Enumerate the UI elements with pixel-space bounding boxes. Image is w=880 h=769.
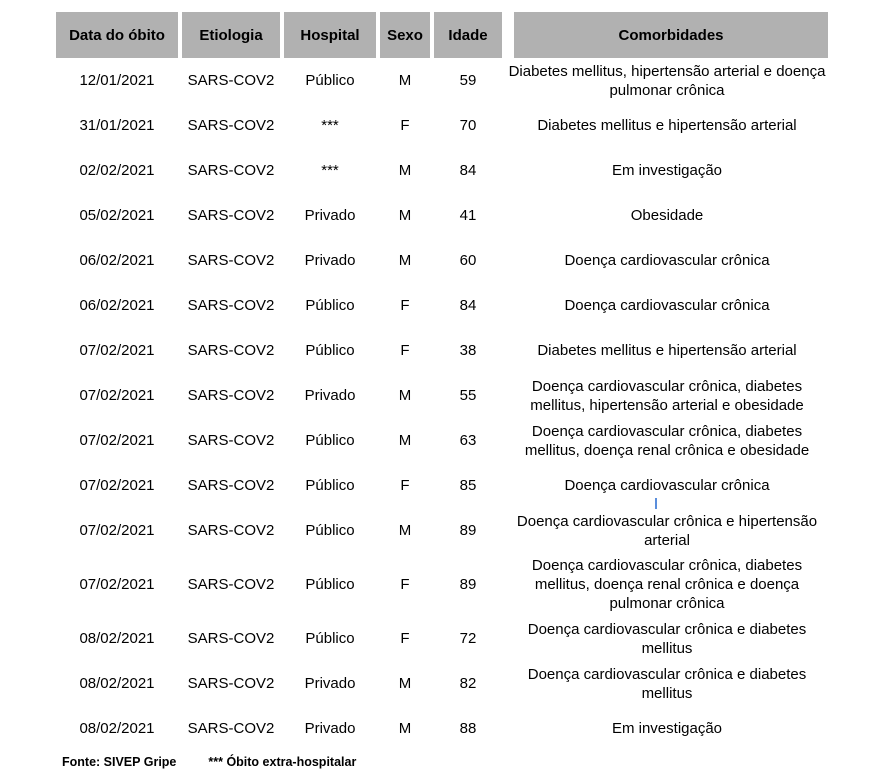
cell-hospital: Público (305, 72, 355, 89)
table-row (56, 103, 828, 148)
cell-etiologia: SARS-COV2 (187, 720, 275, 737)
extra-hospital-note: *** Óbito extra-hospitalar (208, 755, 357, 769)
cell-sexo: M (398, 432, 412, 449)
cell-sexo: F (400, 342, 410, 359)
cell-hospital: Privado (304, 675, 356, 692)
cell-sexo: M (398, 720, 412, 737)
cell-data-obito: 08/02/2021 (79, 630, 155, 647)
cell-etiologia: SARS-COV2 (187, 72, 275, 89)
table-row (56, 148, 828, 193)
table-row (56, 58, 828, 103)
cell-comorbidades: Doença cardiovascular crônica (564, 252, 770, 269)
column-header-data-obito: Data do óbito (56, 12, 178, 58)
cell-hospital: Público (305, 477, 355, 494)
cell-comorbidades: Em investigação (611, 162, 723, 179)
table-header (56, 12, 828, 58)
cell-data-obito: 31/01/2021 (79, 117, 155, 134)
cell-data-obito: 08/02/2021 (79, 720, 155, 737)
cell-etiologia: SARS-COV2 (187, 432, 275, 449)
cell-sexo: F (400, 117, 410, 134)
cell-idade: 84 (459, 162, 477, 179)
cell-hospital: Público (305, 522, 355, 539)
cell-hospital: Público (305, 297, 355, 314)
table-row (56, 508, 828, 553)
cell-etiologia: SARS-COV2 (187, 342, 275, 359)
cell-data-obito: 12/01/2021 (79, 72, 155, 89)
cell-hospital: Público (305, 342, 355, 359)
cell-hospital: Público (305, 630, 355, 647)
cell-comorbidades: Doença cardiovascular crônica, diabetes mellitus, doença renal crônica e doença pulmonar crônica (531, 557, 803, 612)
table-body (56, 58, 828, 751)
cell-sexo: M (398, 207, 412, 224)
cell-data-obito: 07/02/2021 (79, 342, 155, 359)
table-row (56, 193, 828, 238)
cell-data-obito: 07/02/2021 (79, 576, 155, 593)
cell-idade: 72 (459, 630, 477, 647)
table-row (56, 328, 828, 373)
header-row (56, 12, 828, 58)
cell-hospital: Privado (304, 720, 356, 737)
cell-etiologia: SARS-COV2 (187, 630, 275, 647)
cell-hospital: *** (321, 162, 339, 179)
column-header-hospital: Hospital (284, 12, 376, 58)
cell-data-obito: 02/02/2021 (79, 162, 155, 179)
cell-etiologia: SARS-COV2 (187, 162, 275, 179)
table-row (56, 418, 828, 463)
cell-data-obito: 07/02/2021 (79, 522, 155, 539)
cell-etiologia: SARS-COV2 (187, 477, 275, 494)
cell-idade: 82 (459, 675, 477, 692)
cell-comorbidades: Obesidade (630, 207, 704, 224)
cell-comorbidades: Diabetes mellitus e hipertensão arterial (537, 117, 797, 134)
cell-sexo: M (398, 252, 412, 269)
cell-sexo: F (400, 297, 410, 314)
cell-idade: 89 (459, 522, 477, 539)
cell-idade: 84 (459, 297, 477, 314)
cell-sexo: F (400, 576, 410, 593)
cell-idade: 59 (459, 72, 477, 89)
cell-hospital: Privado (304, 387, 356, 404)
table-row (56, 616, 828, 661)
cell-comorbidades: Doença cardiovascular crônica e diabetes mellitus (527, 665, 807, 702)
cell-comorbidades: Doença cardiovascular crônica (564, 477, 770, 494)
table-row (56, 238, 828, 283)
cell-comorbidades: Doença cardiovascular crônica e hipertensão arterial (516, 512, 818, 549)
cell-hospital: Privado (304, 207, 356, 224)
cell-comorbidades: Doença cardiovascular crônica (564, 297, 770, 314)
table-row (56, 373, 828, 418)
cell-data-obito: 07/02/2021 (79, 477, 155, 494)
deaths-table (52, 12, 832, 751)
cell-hospital: Público (305, 432, 355, 449)
cell-hospital: Privado (304, 252, 356, 269)
cell-sexo: M (398, 675, 412, 692)
cell-data-obito: 05/02/2021 (79, 207, 155, 224)
table-row (56, 283, 828, 328)
table-row (56, 661, 828, 706)
cell-sexo: M (398, 387, 412, 404)
cell-sexo: M (398, 72, 412, 89)
cell-hospital: Público (305, 576, 355, 593)
cell-sexo: F (400, 630, 410, 647)
cell-etiologia: SARS-COV2 (187, 252, 275, 269)
cell-comorbidades: Diabetes mellitus, hipertensão arterial e doença pulmonar crônica (508, 62, 826, 99)
column-header-etiologia: Etiologia (182, 12, 280, 58)
cell-comorbidades: Diabetes mellitus e hipertensão arterial (537, 342, 797, 359)
cell-sexo: F (400, 477, 410, 494)
cell-idade: 38 (459, 342, 477, 359)
cell-etiologia: SARS-COV2 (187, 207, 275, 224)
column-header-sexo: Sexo (380, 12, 430, 58)
table-footer (62, 755, 880, 769)
cell-idade: 55 (459, 387, 477, 404)
cell-sexo: M (398, 162, 412, 179)
cell-idade: 41 (459, 207, 477, 224)
cell-idade: 85 (459, 477, 477, 494)
cell-idade: 63 (459, 432, 477, 449)
cell-comorbidades: Doença cardiovascular crônica, diabetes mellitus, doença renal crônica e obesidade (524, 422, 810, 459)
cell-etiologia: SARS-COV2 (187, 297, 275, 314)
cell-idade: 60 (459, 252, 477, 269)
column-header-idade: Idade (434, 12, 502, 58)
cell-data-obito: 07/02/2021 (79, 432, 155, 449)
cell-etiologia: SARS-COV2 (187, 675, 275, 692)
cell-etiologia: SARS-COV2 (187, 576, 275, 593)
cell-idade: 70 (459, 117, 477, 134)
cell-etiologia: SARS-COV2 (187, 522, 275, 539)
cell-comorbidades: Doença cardiovascular crônica e diabetes mellitus (527, 620, 807, 657)
table-row (56, 706, 828, 751)
table-row (56, 553, 828, 616)
cell-etiologia: SARS-COV2 (187, 387, 275, 404)
cell-data-obito: 07/02/2021 (79, 387, 155, 404)
cell-hospital: *** (321, 117, 339, 134)
source-label: Fonte: SIVEP Gripe (62, 755, 177, 769)
cell-idade: 89 (459, 576, 477, 593)
cell-idade: 88 (459, 720, 477, 737)
table-row (56, 463, 828, 508)
cell-etiologia: SARS-COV2 (187, 117, 275, 134)
cell-comorbidades: Em investigação (611, 720, 723, 737)
column-header-comorbidades: Comorbidades (506, 12, 828, 58)
cell-data-obito: 08/02/2021 (79, 675, 155, 692)
cell-data-obito: 06/02/2021 (79, 297, 155, 314)
cell-comorbidades: Doença cardiovascular crônica, diabetes mellitus, hipertensão arterial e obesidade (530, 377, 804, 414)
text-cursor-artifact (655, 498, 657, 509)
cell-sexo: M (398, 522, 412, 539)
cell-data-obito: 06/02/2021 (79, 252, 155, 269)
